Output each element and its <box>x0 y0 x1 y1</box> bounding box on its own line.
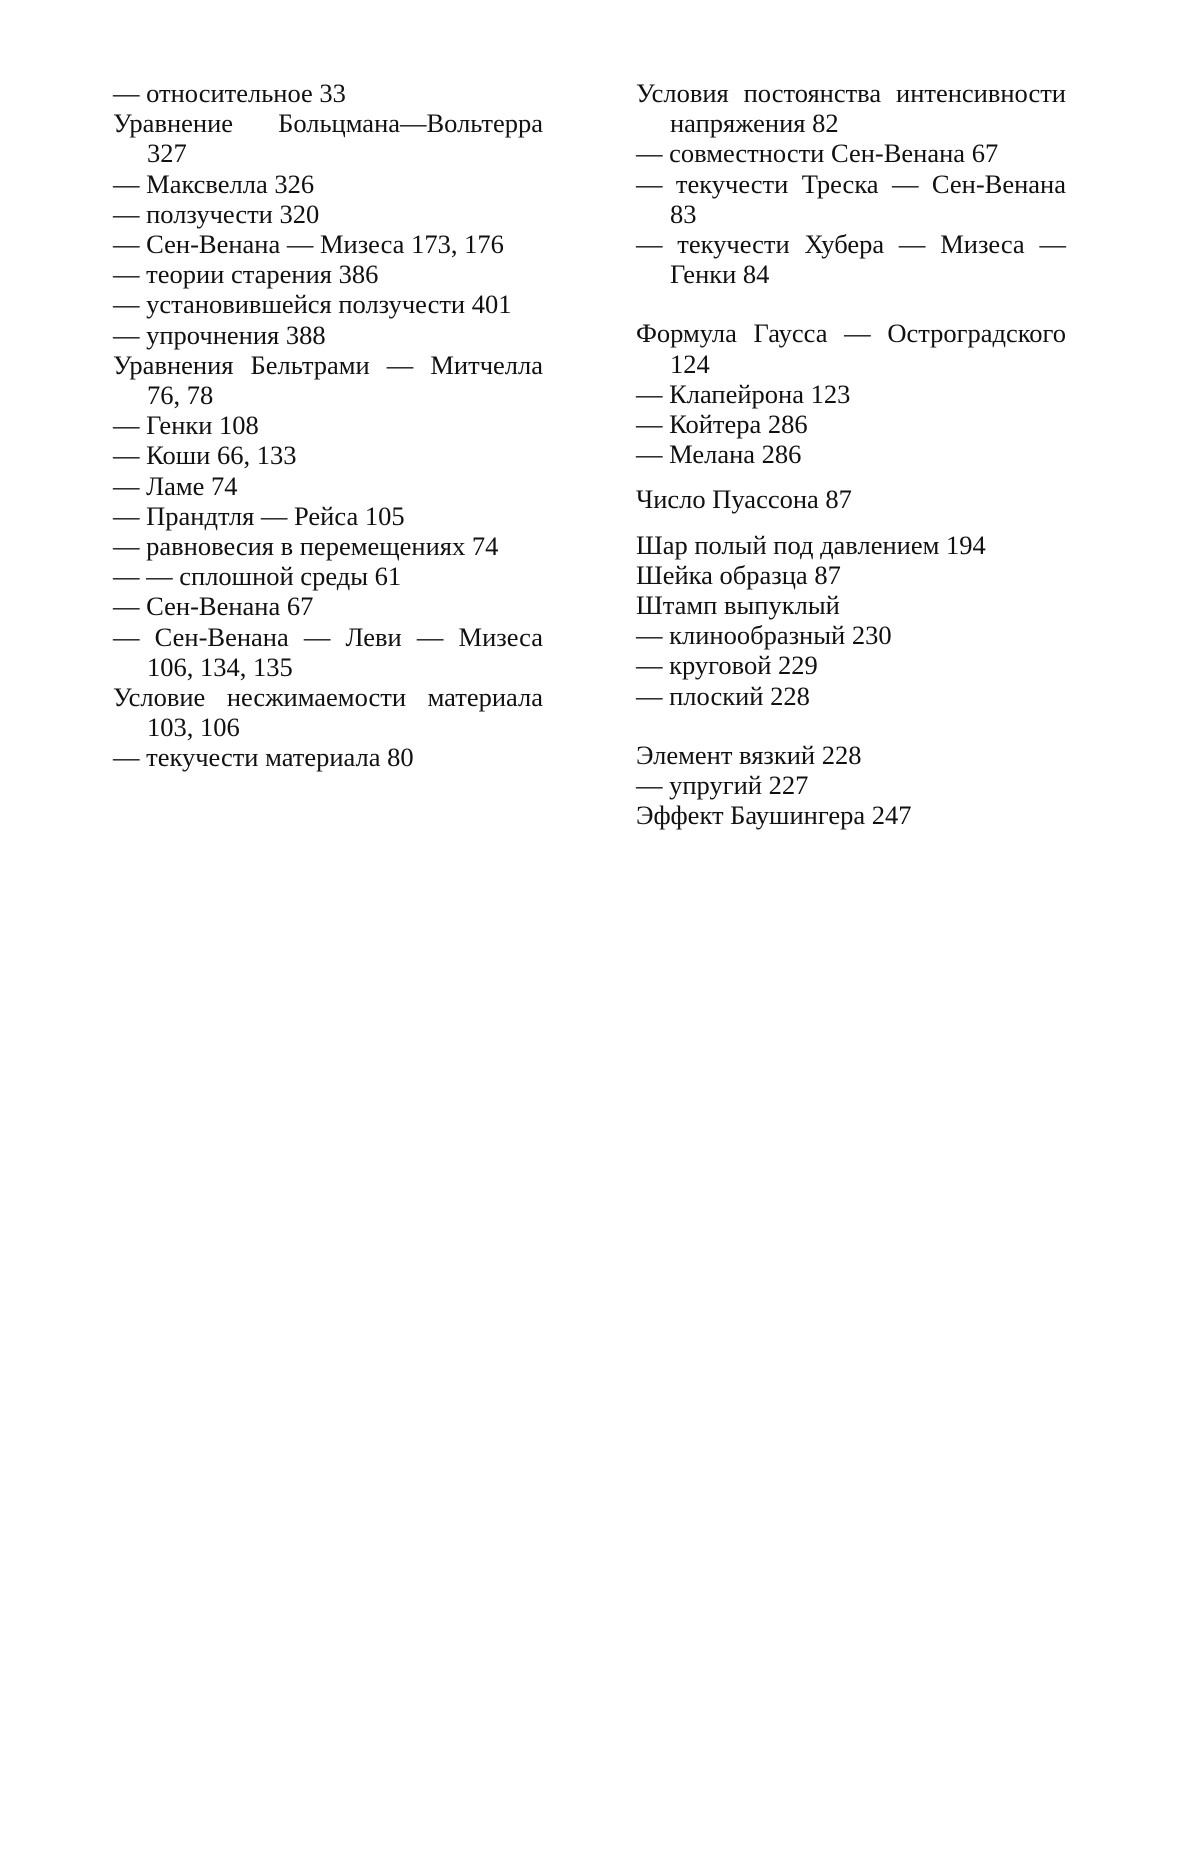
index-entry: Число Пуассона 87 <box>636 484 852 515</box>
index-subentry: — текучести Треска — Сен-Венана 83 <box>636 168 1066 229</box>
index-subentry: — Койтера 286 <box>636 409 808 440</box>
index-subentry: — теории старения 386 <box>113 259 379 290</box>
index-subentry: — Коши 66, 133 <box>113 440 297 471</box>
index-entry: Условие несжимаемости материала 103, 106 <box>113 682 543 743</box>
index-subentry: — клинообразный 230 <box>636 620 892 651</box>
index-subentry: — установившейся ползучести 401 <box>113 289 512 320</box>
index-subentry: — Мелана 286 <box>636 439 802 470</box>
index-subentry: — совместности Сен-Венана 67 <box>636 138 999 169</box>
index-subentry: — Генки 108 <box>113 410 259 441</box>
index-subentry: — Клапейрона 123 <box>636 378 851 409</box>
index-entry: Уравнения Бельтрами — Митчелла 76, 78 <box>113 349 543 411</box>
index-subentry: — упругий 227 <box>636 770 809 801</box>
index-left-column <box>113 78 543 773</box>
index-entry: Штамп выпуклый <box>636 590 840 621</box>
index-subentry: — текучести Хубера — Мизеса — Генки 84 <box>636 229 1066 290</box>
index-subentry: — равновесия в перемещениях 74 <box>113 531 499 562</box>
index-subentry: — круговой 229 <box>636 650 818 681</box>
index-entry: Формула Гаусса — Остроградского 124 <box>636 318 1066 379</box>
index-subentry: — — сплошной среды 61 <box>113 561 402 592</box>
index-entry: Уравнение Больцмана—Вольтерра 327 <box>113 108 543 169</box>
index-entry: Эффект Баушингера 247 <box>636 800 912 831</box>
index-subentry: — плоский 228 <box>636 680 810 711</box>
index-subentry: — Прандтля — Рейса 105 <box>113 500 405 531</box>
index-subentry: — текучести материала 80 <box>113 742 414 773</box>
index-entry: Шар полый под давлением 194 <box>636 529 986 560</box>
index-subentry: — ползучести 320 <box>113 198 320 229</box>
index-subentry: — упрочнения 388 <box>113 319 326 350</box>
index-entry: Условия постоянства интенсивности напряжения 82 <box>636 78 1066 139</box>
index-subentry: — относительное 33 <box>113 78 346 108</box>
index-subentry: — Ламе 74 <box>113 470 238 501</box>
index-subentry: — Сен-Венана — Мизеса 173, 176 <box>113 229 504 260</box>
index-entry: Элемент вязкий 228 <box>636 739 862 770</box>
index-entry: Шейка образца 87 <box>636 559 841 590</box>
index-subentry: — Максвелла 326 <box>113 168 315 199</box>
index-subentry: — Сен-Венана — Леви — Мизеса 106, 134, 135 <box>113 621 543 682</box>
index-subentry: — Сен-Венана 67 <box>113 591 314 622</box>
index-right-column <box>636 78 1066 830</box>
